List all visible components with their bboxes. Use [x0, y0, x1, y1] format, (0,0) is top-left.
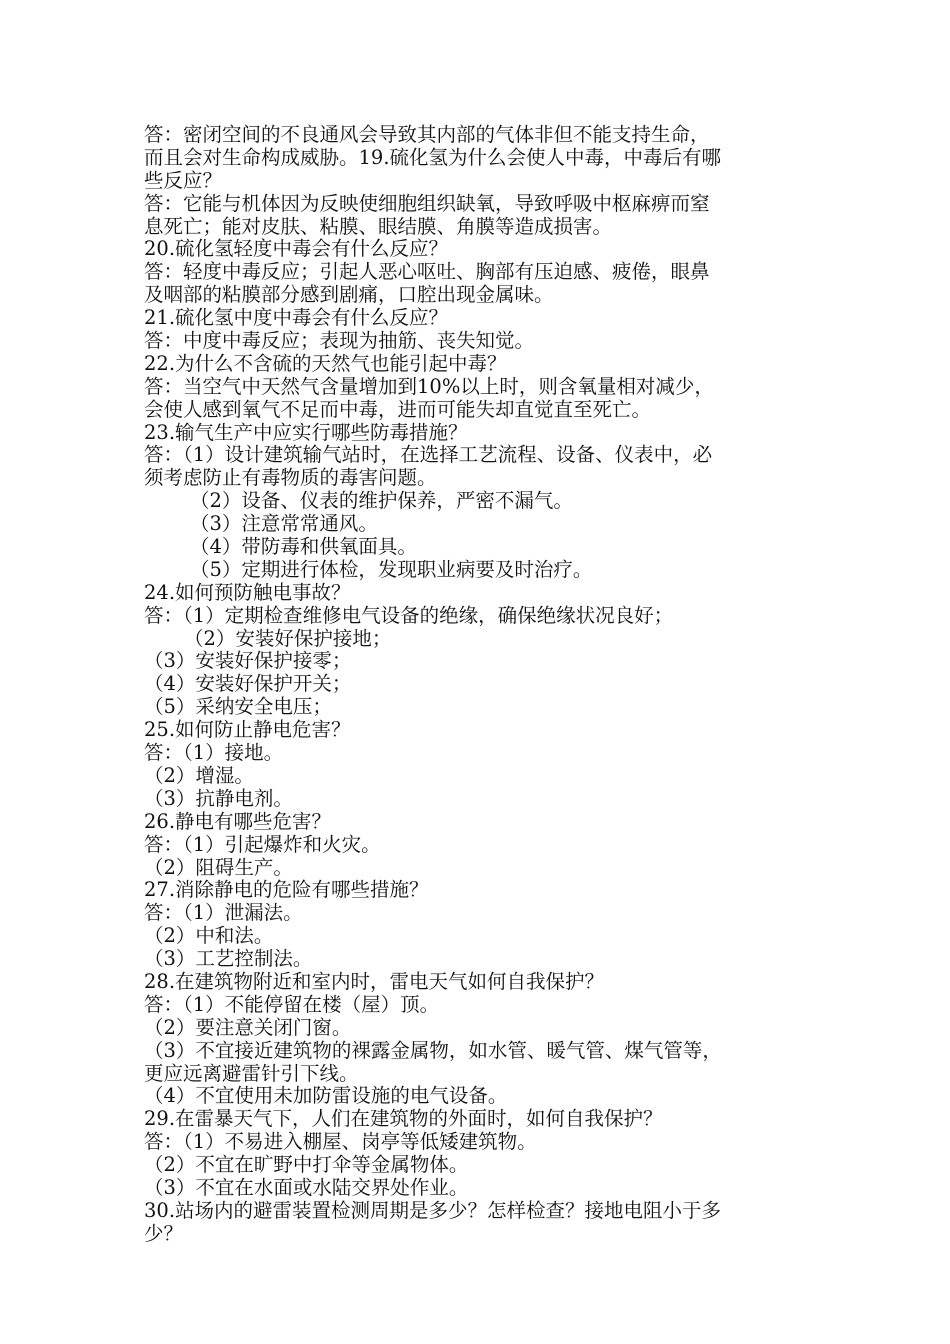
- text-line: 而且会对生命构成威胁。19.硫化氢为什么会使人中毒，中毒后有哪: [144, 145, 722, 169]
- text-line: 答：（1）不易进入棚屋、岗亭等低矮建筑物。: [144, 1130, 537, 1154]
- text-line: （4）安装好保护开关；: [144, 672, 352, 696]
- text-line: （2）设备、仪表的维护保养，严密不漏气。: [190, 489, 573, 513]
- text-line: 答：（1）泄漏法。: [144, 901, 303, 925]
- text-line: （5）定期进行体检，发现职业病要及时治疗。: [190, 557, 593, 581]
- text-line: （3）注意常常通风。: [190, 512, 378, 536]
- text-line: 须考虑防止有毒物质的毒害问题。: [144, 466, 437, 490]
- text-line: （5）采纳安全电压；: [144, 695, 332, 719]
- text-line: 答：当空气中天然气含量增加到10%以上时，则含氧量相对减少，: [144, 374, 714, 398]
- text-line: 更应远离避雷针引下线。: [144, 1061, 359, 1085]
- text-line: （3）安装好保护接零；: [144, 649, 352, 673]
- text-line: 30.站场内的避雷装置检测周期是多少？怎样检查？接地电阻小于多: [144, 1198, 722, 1222]
- text-line: 答：（1）不能停留在楼（屋）顶。: [144, 992, 440, 1016]
- text-line: 答：它能与机体因为反映使细胞组织缺氧，导致呼吸中枢麻痹而窒: [144, 191, 710, 215]
- text-line: 息死亡；能对皮肤、粘膜、眼结膜、角膜等造成损害。: [144, 214, 613, 238]
- text-line: （4）带防毒和供氧面具。: [190, 535, 417, 559]
- text-line: （3）抗静电剂。: [144, 786, 293, 810]
- text-line: （2）要注意关闭门窗。: [144, 1015, 352, 1039]
- document-body: [144, 124, 814, 1246]
- text-line: 少？: [144, 1221, 184, 1245]
- text-line: 20.硫化氢轻度中毒会有什么反应？: [144, 237, 449, 261]
- text-line: 22.为什么不含硫的天然气也能引起中毒？: [144, 351, 507, 375]
- text-line: 答：（1）定期检查维修电气设备的绝缘，确保绝缘状况良好；: [144, 603, 674, 627]
- text-line: （3）不宜接近建筑物的裸露金属物，如水管、暖气管、煤气管等，: [144, 1038, 722, 1062]
- text-line: 答：轻度中毒反应；引起人恶心呕吐、胸部有压迫感、疲倦，眼鼻: [144, 260, 710, 284]
- text-line: 21.硫化氢中度中毒会有什么反应？: [144, 306, 449, 330]
- text-line: （3）不宜在水面或水陆交界处作业。: [144, 1175, 469, 1199]
- text-line: （2）增湿。: [144, 763, 254, 787]
- text-line: （2）安装好保护接地；: [184, 626, 392, 650]
- text-line: 答：（1）设计建筑输气站时，在选择工艺流程、设备、仪表中，必: [144, 443, 713, 467]
- text-line: 23.输气生产中应实行哪些防毒措施？: [144, 420, 468, 444]
- text-line: 些反应？: [144, 168, 223, 192]
- text-line: （4）不宜使用未加防雷设施的电气设备。: [144, 1084, 508, 1108]
- text-line: 26.静电有哪些危害？: [144, 809, 332, 833]
- text-line: 25.如何防止静电危害？: [144, 718, 351, 742]
- text-line: 会使人感到氧气不足而中毒，进而可能失却直觉直至死亡。: [144, 397, 652, 421]
- text-line: 29.在雷暴天气下，人们在建筑物的外面时，如何自我保护？: [144, 1107, 663, 1131]
- text-line: 24.如何预防触电事故？: [144, 580, 351, 604]
- text-line: 28.在建筑物附近和室内时，雷电天气如何自我保护？: [144, 969, 605, 993]
- text-line: （2）中和法。: [144, 924, 274, 948]
- text-line: （2）阻碍生产。: [144, 855, 293, 879]
- text-line: 答：密闭空间的不良通风会导致其内部的气体非但不能支持生命，: [144, 123, 710, 146]
- text-line: （3）工艺控制法。: [144, 947, 313, 971]
- text-line: 答：（1）引起爆炸和火灾。: [144, 832, 381, 856]
- text-line: （2）不宜在旷野中打伞等金属物体。: [144, 1153, 469, 1177]
- text-line: 答：（1）接地。: [144, 741, 284, 765]
- text-line: 及咽部的粘膜部分感到剧痛，口腔出现金属味。: [144, 283, 554, 307]
- text-line: 答：中度中毒反应；表现为抽筋、丧失知觉。: [144, 329, 535, 353]
- text-line: 27.消除静电的危险有哪些措施？: [144, 878, 429, 902]
